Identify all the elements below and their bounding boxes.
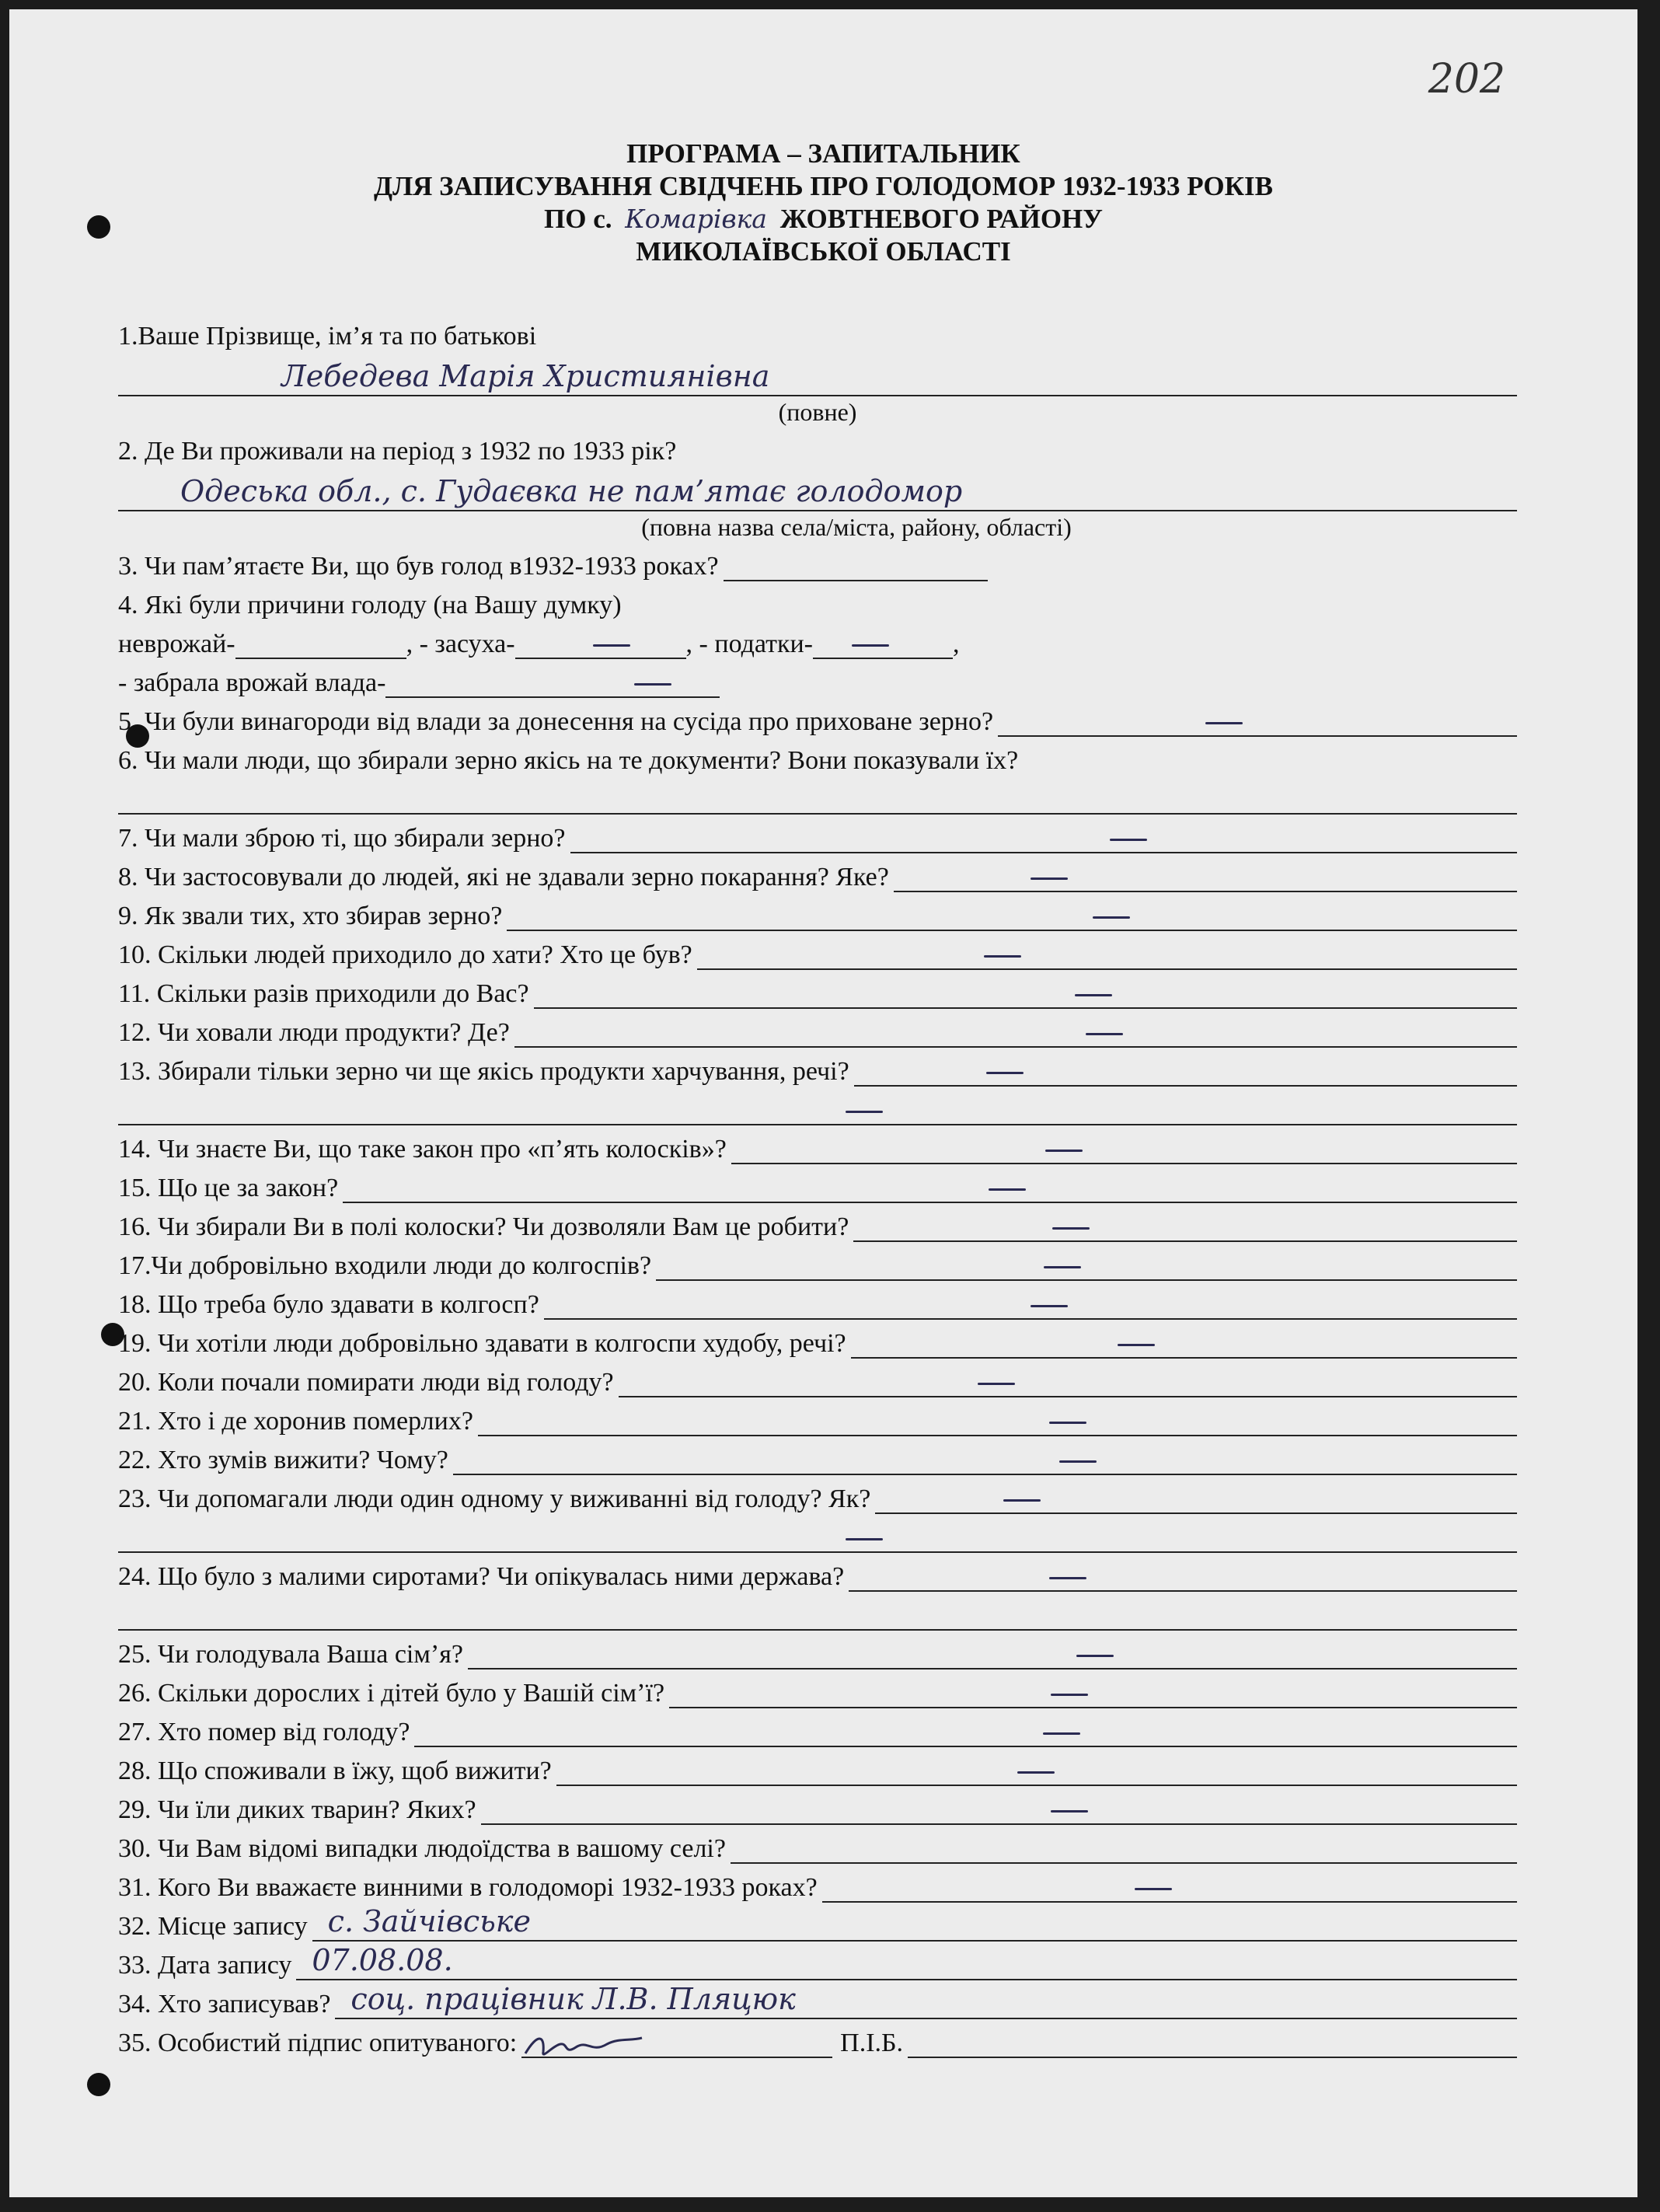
question-12 [118, 1009, 1517, 1048]
answer-field[interactable] [118, 474, 1517, 511]
question-22 [118, 1436, 1517, 1475]
question-35 [118, 2019, 1517, 2058]
answer-field[interactable] [343, 1175, 1517, 1203]
pib-label: П.І.Б. [840, 2029, 904, 2057]
answer-field[interactable] [853, 1214, 1517, 1242]
answer-field[interactable] [544, 1292, 1517, 1320]
question-label: 25. Чи голодувала Ваша сім’я? [118, 1640, 463, 1669]
answer-field[interactable] [118, 1097, 1517, 1125]
binder-hole [87, 2073, 110, 2096]
answer-field[interactable] [481, 1797, 1517, 1825]
signature-mark [521, 2030, 646, 2061]
answer-field[interactable] [534, 981, 1517, 1009]
question-34 [118, 1980, 1517, 2019]
header-line-2: ДЛЯ ЗАПИСУВАННЯ СВІДЧЕНЬ ПРО ГОЛОДОМОР 1932-1933 РОКІВ [373, 171, 1274, 201]
question-10 [118, 931, 1517, 970]
header-line-3 [9, 203, 1637, 236]
question-label: 6. Чи мали люди, що збирали зерно якісь на те документи? Вони показували їх? [118, 746, 1019, 775]
handwritten-answer: Одеська обл., с. Гудаєвка не пам’ятає голодомор [180, 474, 963, 508]
question-label: 29. Чи їли диких тварин? Яких? [118, 1795, 476, 1824]
answer-line-24 [118, 1592, 1517, 1631]
question-label: 30. Чи Вам відомі випадки людоїдства в вашому селі? [118, 1834, 726, 1863]
signature-field[interactable] [521, 2030, 832, 2058]
question-label: 1.Ваше Прізвище, ім’я та по батькові [118, 322, 537, 351]
option-label: , - засуха- [406, 630, 515, 658]
question-33 [118, 1942, 1517, 1980]
question-26 [118, 1669, 1517, 1708]
question-6 [118, 737, 1517, 776]
question-label: 28. Що споживали в їжу, щоб вижити? [118, 1757, 552, 1785]
question-label: 18. Що треба було здавати в колгосп? [118, 1290, 539, 1319]
answer-field[interactable] [118, 359, 1517, 396]
header-line-4: МИКОЛАЇВСЬКОЇ ОБЛАСТІ [636, 236, 1011, 267]
answer-field[interactable] [312, 1904, 1517, 1942]
answer-field[interactable] [813, 631, 953, 659]
question-21 [118, 1397, 1517, 1436]
answer-field[interactable] [118, 1525, 1517, 1553]
question-8 [118, 853, 1517, 892]
answer-field[interactable] [556, 1758, 1517, 1786]
field-caption: (повне) [778, 398, 857, 426]
question-18 [118, 1281, 1517, 1320]
answer-field[interactable] [849, 1564, 1517, 1592]
answer-line-13 [118, 1087, 1517, 1125]
question-24 [118, 1553, 1517, 1592]
question-4 [118, 581, 1517, 620]
question-7 [118, 815, 1517, 853]
answer-line-1 [118, 351, 1517, 396]
answer-field[interactable] [507, 903, 1517, 931]
question-label: 19. Чи хотіли люди добровільно здавати в колгоспи худобу, речі? [118, 1329, 846, 1358]
question-list [118, 312, 1517, 2058]
question-label: 8. Чи застосовували до людей, які не здавали зерно покарання? Яке? [118, 863, 889, 891]
answer-field[interactable] [851, 1331, 1517, 1359]
answer-field[interactable] [468, 1642, 1517, 1669]
option-label: , [953, 630, 960, 658]
question-27 [118, 1708, 1517, 1747]
answer-field[interactable] [875, 1486, 1517, 1514]
question-1 [118, 312, 1517, 351]
answer-field[interactable] [478, 1408, 1517, 1436]
question-label: 33. Дата запису [118, 1951, 292, 1980]
question-29 [118, 1786, 1517, 1825]
question-label: 5. Чи були винагороди від влади за донесення на сусіда про приховане зерно? [118, 707, 994, 736]
question-label: 3. Чи пам’ятаєте Ви, що був голод в1932-1933 роках? [118, 552, 719, 581]
answer-field[interactable] [822, 1875, 1517, 1903]
handwritten-village: Комарівка [625, 204, 767, 234]
questionnaire-page [9, 9, 1637, 2197]
answer-field[interactable] [656, 1253, 1517, 1281]
question-label: 22. Хто зумів вижити? Чому? [118, 1446, 448, 1474]
pib-field[interactable] [908, 2030, 1517, 2058]
answer-field[interactable] [731, 1136, 1517, 1164]
question-label: 34. Хто записував? [118, 1990, 331, 2018]
question-23 [118, 1475, 1517, 1514]
answer-field[interactable] [235, 631, 406, 659]
answer-field[interactable] [118, 1603, 1517, 1631]
option-label: неврожай- [118, 630, 235, 658]
question-20 [118, 1359, 1517, 1397]
question-4-options-2 [118, 659, 1517, 698]
option-label: , - податки- [685, 630, 813, 658]
question-9 [118, 892, 1517, 931]
question-label: 17.Чи добровільно входили люди до колгоспів? [118, 1251, 652, 1280]
answer-field[interactable] [335, 1982, 1517, 2019]
question-14 [118, 1125, 1517, 1164]
answer-field[interactable] [453, 1447, 1517, 1475]
question-15 [118, 1164, 1517, 1203]
question-label: 12. Чи ховали люди продукти? Де? [118, 1018, 510, 1047]
header-village-prefix: ПО с. [544, 204, 612, 234]
field-caption: (повна назва села/міста, району, області) [641, 513, 1072, 541]
header-line-1: ПРОГРАМА – ЗАПИТАЛЬНИК [626, 138, 1020, 169]
form-header [9, 138, 1637, 268]
answer-field[interactable] [619, 1369, 1517, 1397]
answer-field[interactable] [385, 670, 720, 698]
question-3 [118, 543, 1517, 581]
header-district: ЖОВТНЕВОГО РАЙОНУ [779, 204, 1103, 234]
answer-field[interactable] [998, 709, 1517, 737]
question-label: 9. Як звали тих, хто збирав зерно? [118, 902, 503, 930]
question-label: 35. Особистий підпис опитуваного: [118, 2029, 518, 2057]
question-label: 21. Хто і де хоронив померлих? [118, 1407, 473, 1436]
question-label: 31. Кого Ви вважаєте винними в голодоморі 1932-1933 роках? [118, 1873, 818, 1902]
question-19 [118, 1320, 1517, 1359]
question-2 [118, 427, 1517, 466]
question-label: 2. Де Ви проживали на період з 1932 по 1933 рік? [118, 437, 677, 466]
answer-field[interactable] [414, 1719, 1517, 1747]
question-label: 14. Чи знаєте Ви, що таке закон про «п’ять колосків»? [118, 1135, 727, 1164]
handwritten-answer: Лебедева Марія Християнівна [281, 359, 770, 393]
question-label: 23. Чи допомагали люди один одному у виживанні від голоду? Як? [118, 1485, 871, 1513]
handwritten-answer: соц. працівник Л.В. Пляцюк [350, 1982, 796, 2016]
question-label: 16. Чи збирали Ви в полі колоски? Чи дозволяли Вам це робити? [118, 1212, 849, 1241]
question-label: 32. Місце запису [118, 1912, 308, 1941]
question-17 [118, 1242, 1517, 1281]
question-31 [118, 1864, 1517, 1903]
question-11 [118, 970, 1517, 1009]
question-label: 4. Які були причини голоду (на Вашу думку) [118, 591, 622, 619]
question-13 [118, 1048, 1517, 1087]
answer-field[interactable] [515, 631, 686, 659]
page-number: 202 [1428, 56, 1505, 103]
answer-field[interactable] [570, 825, 1517, 853]
question-32 [118, 1903, 1517, 1942]
answer-field[interactable] [724, 553, 988, 581]
question-label: 13. Збирали тільки зерно чи ще якісь продукти харчування, речі? [118, 1057, 849, 1086]
question-label: 15. Що це за закон? [118, 1174, 339, 1202]
question-25 [118, 1631, 1517, 1669]
question-label: 24. Що було з малими сиротами? Чи опікувалась ними держава? [118, 1562, 845, 1591]
answer-field[interactable] [731, 1836, 1517, 1864]
answer-line-23 [118, 1514, 1517, 1553]
question-label: 10. Скільки людей приходило до хати? Хто це був? [118, 940, 692, 969]
answer-line-6 [118, 776, 1517, 815]
answer-field[interactable] [894, 864, 1517, 892]
answer-field[interactable] [514, 1020, 1517, 1048]
answer-field[interactable] [118, 787, 1517, 815]
question-label: 20. Коли почали помирати люди від голоду? [118, 1368, 614, 1397]
answer-line-2 [118, 466, 1517, 511]
question-4-options [118, 620, 1517, 659]
handwritten-answer: 07.08.08. [312, 1943, 453, 1977]
question-5 [118, 698, 1517, 737]
question-16 [118, 1203, 1517, 1242]
handwritten-answer: с. Зайчівське [327, 1904, 531, 1938]
answer-field[interactable] [296, 1943, 1517, 1980]
answer-field[interactable] [854, 1059, 1517, 1087]
option-label: - забрала врожай влада- [118, 668, 386, 697]
question-28 [118, 1747, 1517, 1786]
question-label: 11. Скільки разів приходили до Вас? [118, 979, 529, 1008]
question-label: 27. Хто помер від голоду? [118, 1718, 410, 1746]
question-label: 26. Скільки дорослих і дітей було у Вашій сім’ї? [118, 1679, 665, 1708]
answer-field[interactable] [697, 942, 1517, 970]
question-label: 7. Чи мали зброю ті, що збирали зерно? [118, 824, 566, 853]
answer-field[interactable] [669, 1680, 1517, 1708]
question-30 [118, 1825, 1517, 1864]
